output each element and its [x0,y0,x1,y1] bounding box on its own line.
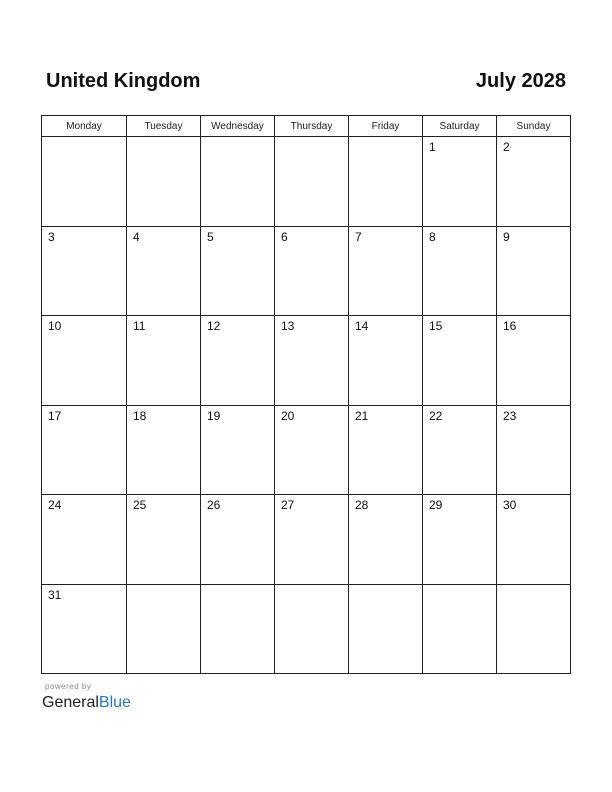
day-number: 6 [281,229,288,244]
day-number [349,585,422,588]
day-cell [42,316,127,406]
day-number [42,137,126,140]
week-row [42,405,571,495]
day-cell [497,226,571,316]
day-number [201,137,274,140]
day-cell [423,316,497,406]
brand-general-text: General [42,694,99,711]
day-cell [423,584,497,674]
day-number: 10 [48,319,62,333]
day-cell [423,226,497,316]
day-number: 20 [281,408,295,423]
day-number: 7 [355,229,362,244]
day-number: 8 [429,229,436,244]
day-cell [275,226,349,316]
day-cell [497,495,571,585]
day-cell [42,405,127,495]
day-cell [349,316,423,406]
day-number: 11 [133,319,146,333]
weekday-header: Thursday [275,116,349,137]
calendar-header [46,70,566,100]
day-cell [423,137,497,227]
day-number: 19 [207,408,221,423]
day-number: 2 [503,140,510,154]
brand-logo [42,694,131,712]
day-number: 17 [48,408,62,423]
day-number: 13 [281,319,295,333]
week-row [42,316,571,406]
day-number: 21 [355,408,369,423]
week-row [42,226,571,316]
day-cell [497,584,571,674]
day-number: 25 [133,498,147,512]
day-number: 12 [207,319,221,333]
day-cell [127,405,201,495]
day-cell [127,137,201,227]
day-cell [201,137,275,227]
day-number [275,585,348,588]
week-row [42,495,571,585]
day-number [201,585,274,588]
day-number [127,585,200,588]
day-cell [42,137,127,227]
day-cell [349,584,423,674]
day-cell [127,495,201,585]
day-cell [275,405,349,495]
day-number [349,137,422,140]
day-cell [275,137,349,227]
day-cell [42,584,127,674]
day-cell [42,226,127,316]
day-number: 24 [48,498,62,512]
day-number: 18 [133,408,147,423]
day-number: 9 [503,229,510,244]
weekday-header: Wednesday [201,116,275,137]
day-cell [42,495,127,585]
day-number: 29 [429,498,443,512]
week-row [42,584,571,674]
day-number: 23 [503,408,517,423]
day-number: 15 [429,319,443,333]
day-cell [201,405,275,495]
day-cell [201,584,275,674]
day-cell [127,584,201,674]
day-cell [275,495,349,585]
footer-branding [42,682,131,712]
day-number: 30 [503,498,517,512]
day-cell [349,137,423,227]
calendar-grid [41,115,571,674]
day-number [127,137,200,140]
day-cell [275,584,349,674]
day-number: 22 [429,408,443,423]
day-number: 5 [207,229,214,244]
day-cell [497,405,571,495]
day-number: 3 [48,229,55,244]
weekday-header: Friday [349,116,423,137]
day-cell [349,405,423,495]
weekday-header: Saturday [423,116,497,137]
day-cell [423,495,497,585]
day-cell [127,226,201,316]
weekday-header: Monday [42,116,127,137]
day-cell [423,405,497,495]
day-cell [497,316,571,406]
day-number: 14 [355,319,369,333]
day-cell [127,316,201,406]
day-number [497,585,570,588]
day-number [423,585,496,588]
day-cell [497,137,571,227]
day-cell [349,226,423,316]
day-cell [349,495,423,585]
weekday-header: Tuesday [127,116,201,137]
day-number [275,137,348,140]
day-number: 31 [48,587,62,602]
day-cell [201,495,275,585]
day-number: 4 [133,229,140,244]
powered-by-label: powered by [45,682,92,691]
week-row [42,137,571,227]
weekday-header: Sunday [497,116,571,137]
day-cell [201,316,275,406]
day-number: 1 [429,140,436,154]
day-number: 16 [503,319,517,333]
day-number: 26 [207,498,221,512]
day-number: 28 [355,498,369,512]
weekday-header-row [42,116,571,137]
day-cell [201,226,275,316]
day-number: 27 [281,498,295,512]
brand-blue-text: Blue [98,694,131,711]
day-cell [275,316,349,406]
month-title: July 2028 [475,70,566,92]
country-title: United Kingdom [46,70,201,92]
